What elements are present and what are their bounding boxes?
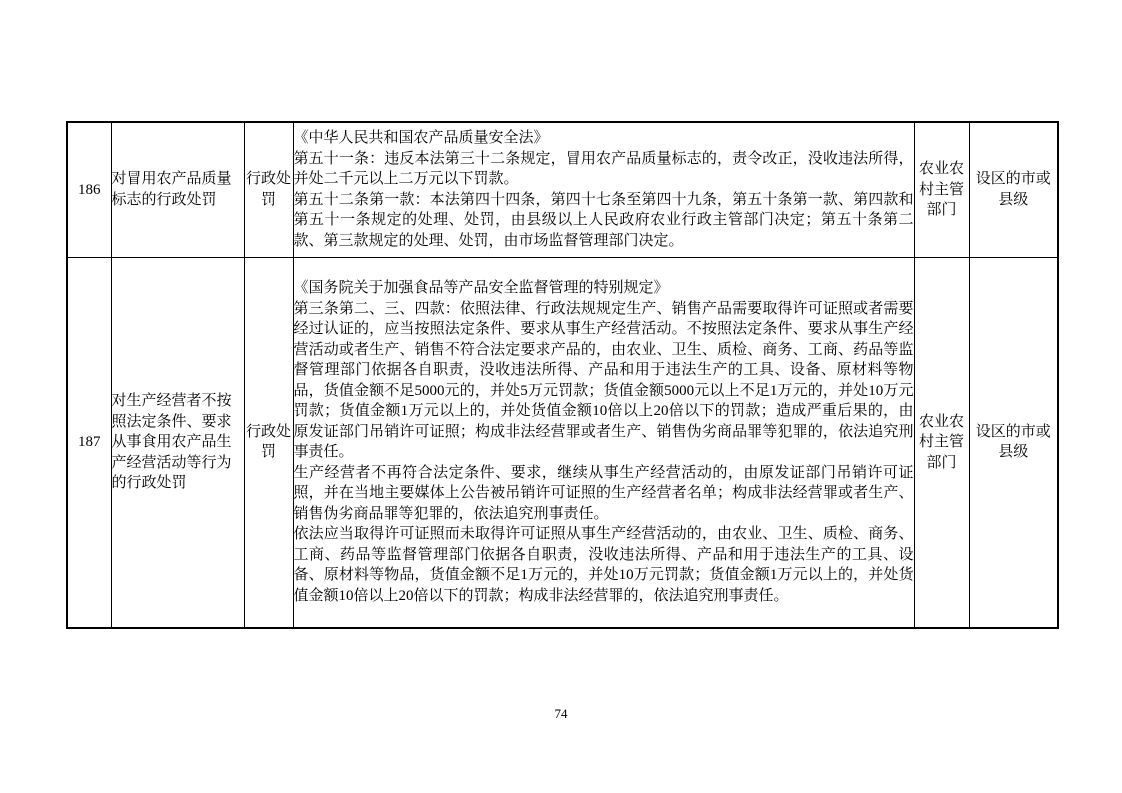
row-number-cell [67, 257, 111, 628]
level-label: 设区的市或县级 [975, 423, 1051, 461]
category-label: 行政处罚 [245, 171, 291, 208]
level-cell [969, 257, 1058, 628]
legal-basis-paragraph: 《国务院关于加强食品等产品安全监督管理的特别规定》 [293, 280, 669, 297]
legal-basis-cell [293, 257, 914, 628]
legal-basis-paragraph: 第五十一条：违反本法第三十二条规定，冒用农产品质量标志的，责令改正，没收违法所得，并处二千元以上二万元以下罚款。 [293, 150, 914, 188]
category-cell [244, 257, 293, 628]
item-name-cell [111, 122, 244, 257]
legal-basis-paragraph: 生产经营者不再符合法定条件、要求，继续从事生产经营活动的，由原发证部门吊销许可证照，并在当地主要媒体上公告被吊销许可证照的生产经营者名单；构成非法经营罪或者生产、销售伪劣商品罪等犯罪的，依法追究刑事责任。 [293, 464, 914, 522]
category-cell [244, 122, 293, 257]
legal-basis-paragraph: 《中华人民共和国农产品质量安全法》 [293, 130, 549, 147]
table-row [67, 122, 1058, 257]
department-label: 农业农村主管部门 [918, 413, 964, 471]
table-row [67, 257, 1058, 628]
row-number-cell [67, 122, 111, 257]
page-footer [0, 706, 1122, 722]
row-number: 187 [78, 434, 101, 450]
item-name: 对冒用农产品质量标志的行政处罚 [111, 171, 232, 208]
level-label: 设区的市或县级 [975, 171, 1051, 208]
row-number: 186 [78, 181, 101, 198]
legal-basis-paragraph: 第五十二条第一款：本法第四十四条，第四十七条至第四十九条，第五十条第一款、第四款和第五十一条规定的处理、处罚，由县级以上人民政府农业行政主管部门决定；第五十条第二款、第三款规定的处理、处罚，由市场监督管理部门决定。 [293, 191, 914, 249]
item-name-cell [111, 257, 244, 628]
department-cell [914, 257, 969, 628]
regulation-table [66, 121, 1059, 629]
department-cell [914, 122, 969, 257]
legal-basis-cell [293, 122, 914, 257]
category-label: 行政处罚 [245, 423, 291, 461]
legal-basis-paragraph: 第三条第二、三、四款：依照法律、行政法规规定生产、销售产品需要取得许可证照或者需要经过认证的，应当按照法定条件、要求从事生产经营活动。不按照法定条件、要求从事生产经营活动或者生产、销售不符合法定要求产品的，由农业、卫生、质检、商务、工商、药品等监督管理部门依据各自职责，没收违法所得、产品和用于违法生产的工具、设备、原材料等物品，货值金额不足5000元的，并处5万元罚款；货值金额5000元以上不足1万元的，并处10万元罚款；货值金额1万元以上的，并处货值金额10倍以上20倍以下的罚款；造成严重后果的，由原发证部门吊销许可证照；构成非法经营罪或者生产、销售伪劣商品罪等犯罪的，依法追究刑事责任。 [293, 300, 914, 461]
legal-basis-paragraph: 依法应当取得许可证照而未取得许可证照从事生产经营活动的，由农业、卫生、质检、商务、工商、药品等监督管理部门依据各自职责，没收违法所得、产品和用于违法生产的工具、设备、原材料等物品，货值金额不足1万元的，并处10万元罚款；货值金额1万元以上的，并处货值金额10倍以上20倍以下的罚款；构成非法经营罪的，依法追究刑事责任。 [293, 526, 914, 604]
level-cell [969, 122, 1058, 257]
department-label: 农业农村主管部门 [918, 161, 964, 218]
item-name: 对生产经营者不按照法定条件、要求从事食用农产品生产经营活动等行为的行政处罚 [111, 393, 232, 491]
page-number: 74 [554, 706, 568, 721]
